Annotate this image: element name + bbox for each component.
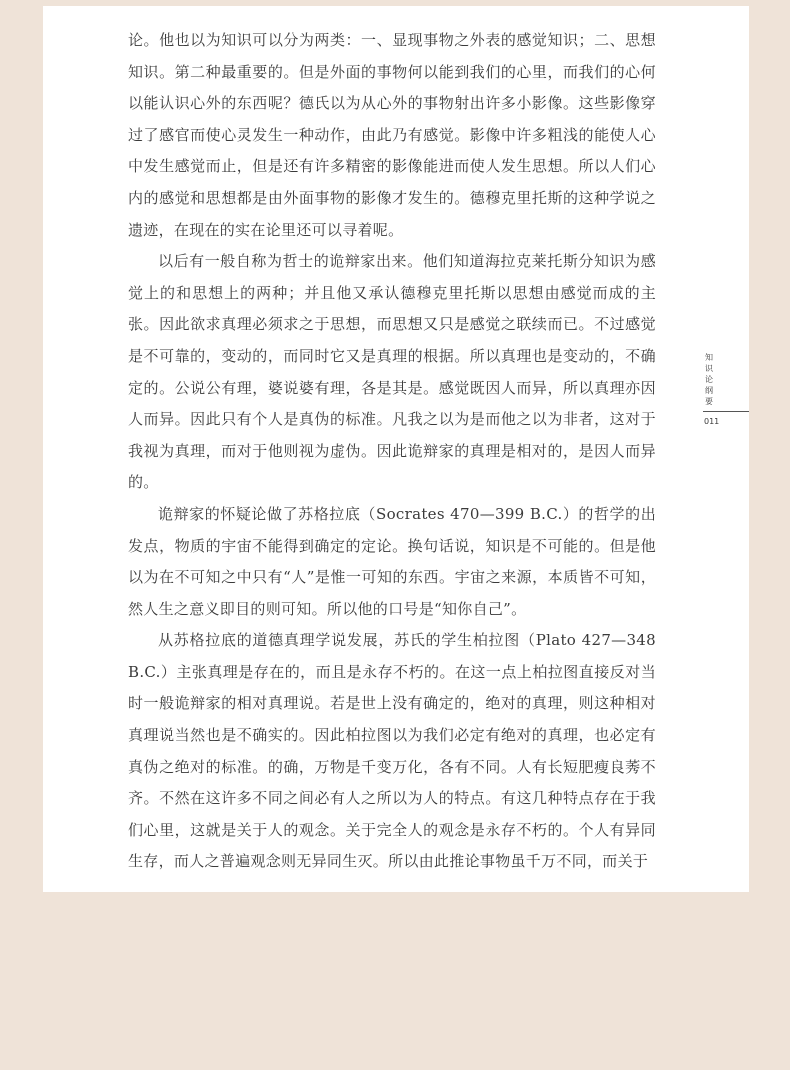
body-text — [128, 25, 656, 878]
header-divider — [703, 411, 749, 412]
running-header — [703, 352, 749, 426]
paragraph-1: 论。他也以为知识可以分为两类：一、显现事物之外表的感觉知识；二、思想知识。第二种最重要的。但是外面的事物何以能到我们的心里，而我们的心何以能认识心外的东西呢？德氏以为从心外的事物射出许多小影像。这些影像穿过了感官而使心灵发生一种动作，由此乃有感觉。影像中许多粗浅的能使人心中发生感觉而止，但是还有许多精密的影像能进而使人发生思想。所以人们心内的感觉和思想都是由外面事物的影像才发生的。德穆克里托斯的这种学说之遗迹，在现在的实在论里还可以寻着呢。 — [128, 31, 656, 239]
paragraph-2: 以后有一般自称为哲士的诡辩家出来。他们知道海拉克莱托斯分知识为感觉上的和思想上的两种；并且他又承认德穆克里托斯以思想由感觉而成的主张。因此欲求真理必须求之于思想，而思想又只是感觉之联续而已。不过感觉是不可靠的，变动的，而同时它又是真理的根据。所以真理也是变动的，不确定的。公说公有理，婆说婆有理，各是其是。感觉既因人而异，所以真理亦因人而异。因此只有个人是真伪的标准。凡我之以为是而他之以为非者，这对于我视为真理，而对于他则视为虚伪。因此诡辩家的真理是相对的，是因人而异的。 — [128, 252, 656, 492]
book-page — [43, 6, 749, 892]
paragraph-3: 诡辩家的怀疑论做了苏格拉底（Socrates 470—399 B.C.）的哲学的出发点，物质的宇宙不能得到确定的定论。换句话说，知识是不可能的。但是他以为在不可知之中只有“人”是惟一可知的东西。宇宙之来源，本质皆不可知，然人生之意义即目的则可知。所以他的口号是“知你自己”。 — [128, 504, 656, 618]
paragraph-4: 从苏格拉底的道德真理学说发展，苏氏的学生柏拉图（Plato 427—348 B.C.）主张真理是存在的，而且是永存不朽的。在这一点上柏拉图直接反对当时一般诡辩家的相对真理说。若是世上没有确定的，绝对的真理，则这种相对真理说当然也是不确实的。因此柏拉图以为我们必定有绝对的真理，也必定有真伪之绝对的标准。的确，万物是千变万化，各有不同。人有长短肥瘦良莠不齐。不然在这许多不同之间必有人之所以为人的特点。有这几种特点存在于我们心里，这就是关于人的观念。关于完全人的观念是永存不朽的。个人有异同生存，而人之普遍观念则无异同生灭。所以由此推论事物虽千万不同，而关于 — [128, 631, 656, 871]
section-title: 知识论纲要 — [705, 353, 713, 406]
page-number: 011 — [704, 417, 720, 426]
